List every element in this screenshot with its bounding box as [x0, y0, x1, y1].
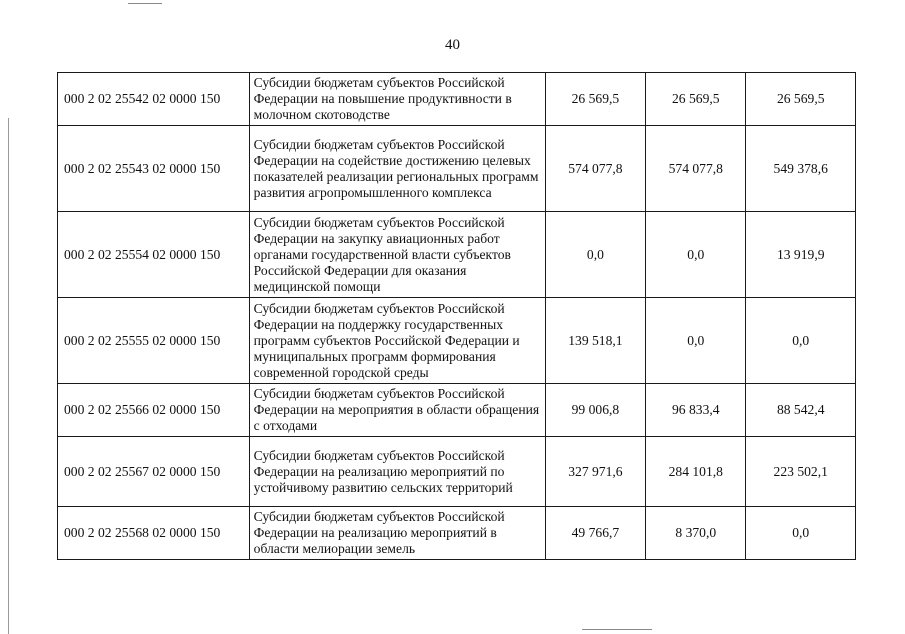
value-1: 327 971,6 [545, 437, 645, 507]
description: Субсидии бюджетам субъектов Российской Федерации на реализацию мероприятий по устойчивому развитию сельских территорий [249, 437, 545, 507]
description: Субсидии бюджетам субъектов Российской Федерации на реализацию мероприятий в области мелиорации земель [249, 507, 545, 560]
value-1: 0,0 [545, 212, 645, 298]
description: Субсидии бюджетам субъектов Российской Федерации на содействие достижению целевых показателей реализации региональных программ развития агропромышленного комплекса [249, 126, 545, 212]
table-row [58, 384, 856, 437]
scan-line-left [8, 118, 9, 634]
value-2: 0,0 [646, 212, 746, 298]
table-row [58, 126, 856, 212]
value-2: 8 370,0 [646, 507, 746, 560]
budget-code: 000 2 02 25566 02 0000 150 [58, 384, 250, 437]
value-1: 49 766,7 [545, 507, 645, 560]
description: Субсидии бюджетам субъектов Российской Федерации на поддержку государственных программ субъектов Российской Федерации и муниципальных программ формирования современной городской среды [249, 298, 545, 384]
value-3: 223 502,1 [746, 437, 856, 507]
table-row [58, 298, 856, 384]
budget-table [57, 72, 856, 560]
table-row [58, 507, 856, 560]
value-2: 574 077,8 [646, 126, 746, 212]
value-3: 0,0 [746, 507, 856, 560]
value-1: 139 518,1 [545, 298, 645, 384]
value-2: 96 833,4 [646, 384, 746, 437]
scan-line-bottom [582, 629, 652, 630]
value-2: 0,0 [646, 298, 746, 384]
table-row [58, 73, 856, 126]
description: Субсидии бюджетам субъектов Российской Федерации на повышение продуктивности в молочном скотоводстве [249, 73, 545, 126]
page-number: 40 [445, 37, 460, 53]
value-1: 574 077,8 [545, 126, 645, 212]
budget-code: 000 2 02 25554 02 0000 150 [58, 212, 250, 298]
table-row [58, 437, 856, 507]
budget-code: 000 2 02 25543 02 0000 150 [58, 126, 250, 212]
value-2: 284 101,8 [646, 437, 746, 507]
description: Субсидии бюджетам субъектов Российской Федерации на мероприятия в области обращения с отходами [249, 384, 545, 437]
value-3: 26 569,5 [746, 73, 856, 126]
budget-code: 000 2 02 25555 02 0000 150 [58, 298, 250, 384]
value-1: 26 569,5 [545, 73, 645, 126]
value-3: 88 542,4 [746, 384, 856, 437]
description: Субсидии бюджетам субъектов Российской Федерации на закупку авиационных работ органами государственной власти субъектов Российской Федерации для оказания медицинской помощи [249, 212, 545, 298]
value-3: 0,0 [746, 298, 856, 384]
value-3: 549 378,6 [746, 126, 856, 212]
table-row [58, 212, 856, 298]
scan-line-top [128, 3, 162, 4]
value-2: 26 569,5 [646, 73, 746, 126]
value-1: 99 006,8 [545, 384, 645, 437]
value-3: 13 919,9 [746, 212, 856, 298]
budget-code: 000 2 02 25568 02 0000 150 [58, 507, 250, 560]
budget-code: 000 2 02 25567 02 0000 150 [58, 437, 250, 507]
budget-code: 000 2 02 25542 02 0000 150 [58, 73, 250, 126]
